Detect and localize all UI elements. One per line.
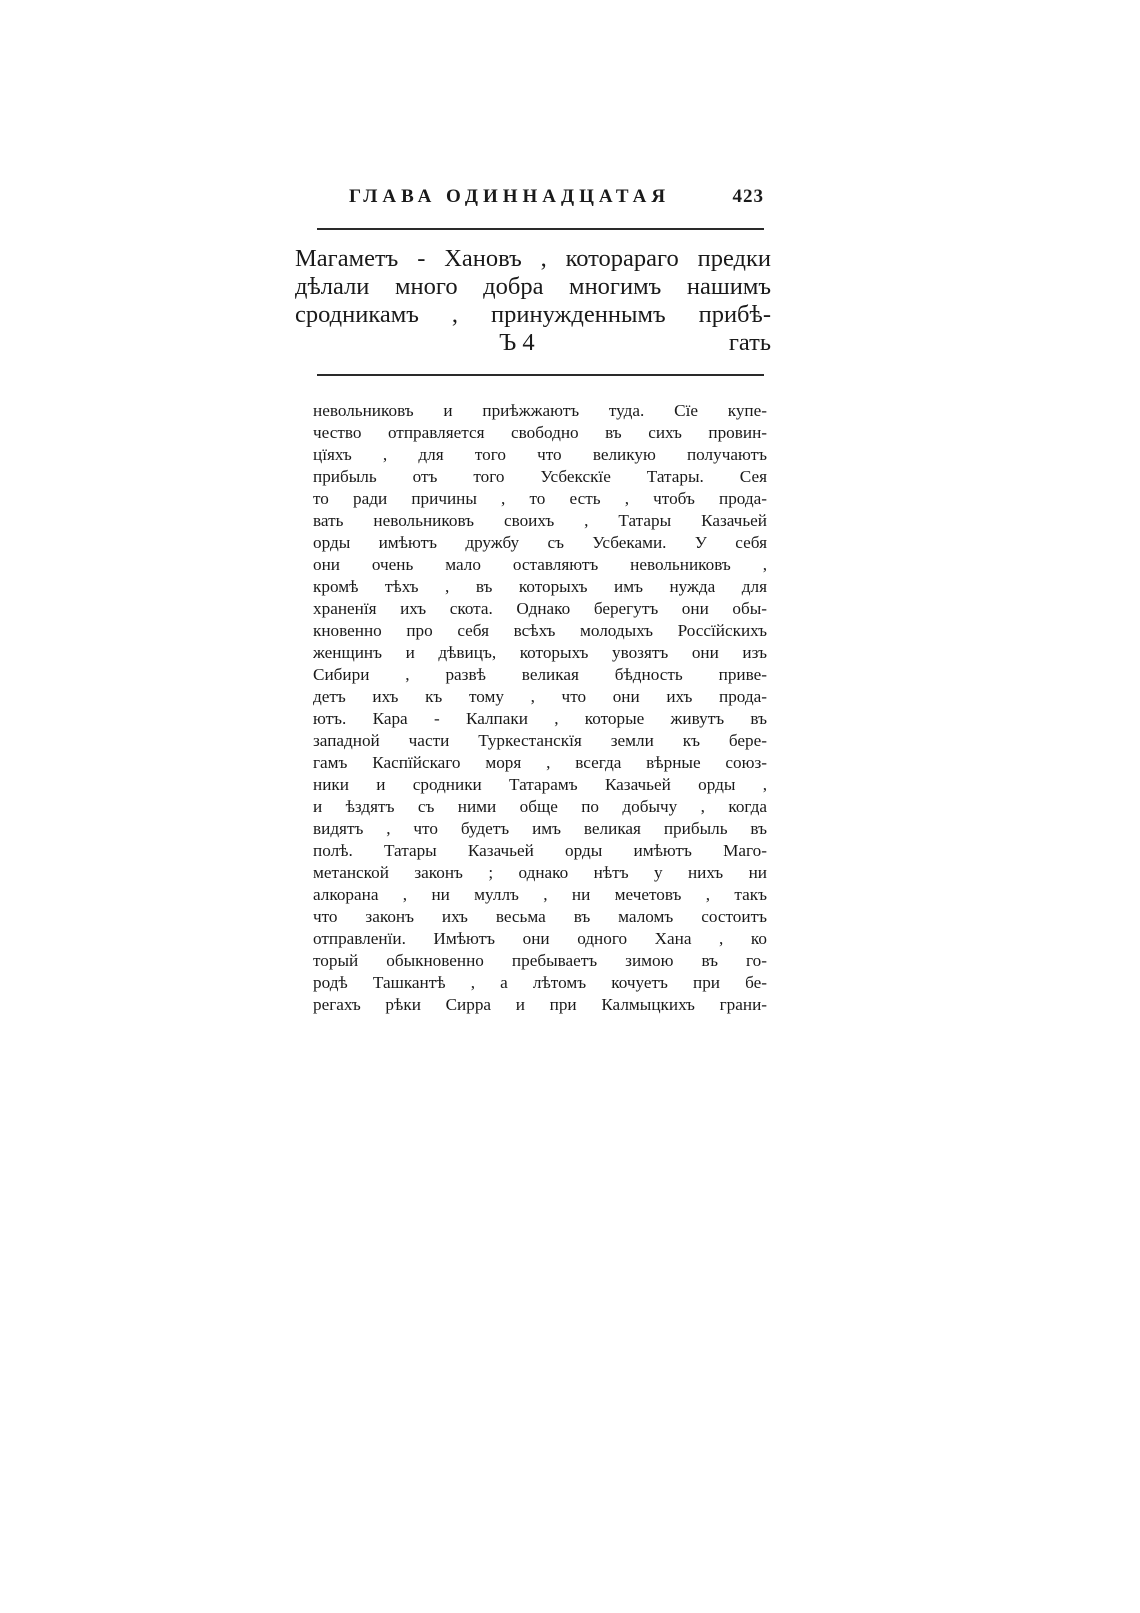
body-line: западной части Туркестанскїя земли къ бере- (313, 731, 767, 750)
body-line: алкорана , ни муллъ , ни мечетовъ , такъ (313, 885, 767, 904)
body-line: отправленїи. Имѣютъ они одного Хана , ко (313, 929, 767, 948)
catchword: гать (728, 329, 771, 356)
body-line: то ради причины , то есть , чтобъ прода- (313, 489, 767, 508)
body-line: что законъ ихъ весьма въ маломъ состоитъ (313, 907, 767, 926)
catch-line (295, 330, 771, 356)
body-line: гамъ Каспїйскаго моря , всегда вѣрные союз- (313, 753, 767, 772)
body-line: они очень мало оставляютъ невольниковъ , (313, 555, 767, 574)
body-line: кромѣ тѣхъ , въ которыхъ имъ нужда для (313, 577, 767, 596)
body-line: регахъ рѣки Сирра и при Калмыцкихъ грани- (313, 995, 767, 1014)
body-line: и ѣздятъ съ ними обще по добычу , когда (313, 797, 767, 816)
body-line: метанской законъ ; однако нѣтъ у нихъ ни (313, 863, 767, 882)
body-line: храненїя ихъ скота. Однако берегутъ они обы- (313, 599, 767, 618)
body-line: полѣ. Татары Казачьей орды имѣютъ Маго- (313, 841, 767, 860)
body-line: цїяхъ , для того что великую получаютъ (313, 445, 767, 464)
lead-line: сродникамъ , принужденнымъ прибѣ- (295, 301, 771, 328)
lead-line: дѣлали много добра многимъ нашимъ (295, 273, 771, 300)
body-line: родѣ Ташкантѣ , а лѣтомъ кочуетъ при бе- (313, 973, 767, 992)
body-line: детъ ихъ къ тому , что они ихъ прода- (313, 687, 767, 706)
body-line: ники и сродники Татарамъ Казачьей орды , (313, 775, 767, 794)
chapter-title: ГЛАВА ОДИННАДЦАТАЯ (349, 186, 671, 207)
header-rule (317, 228, 764, 230)
running-head (317, 186, 764, 214)
body-line: женщинъ и дѣвицъ, которыхъ увозятъ они изъ (313, 643, 767, 662)
section-rule (317, 374, 764, 376)
body-line: вать невольниковъ своихъ , Татары Казачьей (313, 511, 767, 530)
body-line: кновенно про себя всѣхъ молодыхъ Россїйскихъ (313, 621, 767, 640)
signature-mark: Ъ 4 (499, 329, 535, 356)
body-line: прибыль отъ того Усбекскїе Татары. Сея (313, 467, 767, 486)
body-line: невольниковъ и приѣжжаютъ туда. Сїе купе- (313, 401, 767, 420)
body-line: торый обыкновенно пребываетъ зимою въ го- (313, 951, 767, 970)
body-line: Сибири , развѣ великая бѣдность приве- (313, 665, 767, 684)
body-line: ютъ. Кара - Калпаки , которые живутъ въ (313, 709, 767, 728)
page-number: 423 (732, 186, 764, 207)
lead-line: Магаметъ - Хановъ , которараго предки (295, 245, 771, 272)
body-line: видятъ , что будетъ имъ великая прибыль въ (313, 819, 767, 838)
body-line: чество отправляется свободно въ сихъ провин- (313, 423, 767, 442)
body-line: орды имѣютъ дружбу съ Усбеками. У себя (313, 533, 767, 552)
